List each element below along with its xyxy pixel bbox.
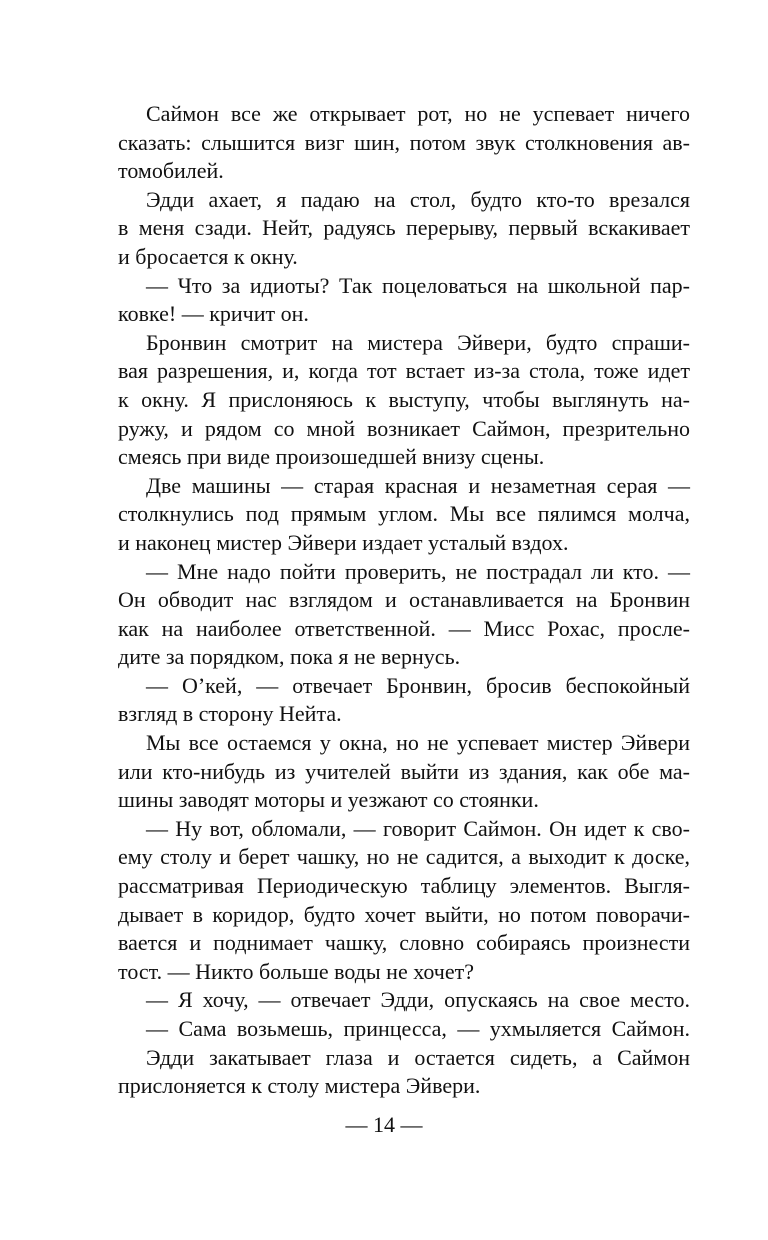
text-line: вается и поднимает чашку, словно собираясь произнести: [118, 930, 690, 956]
text-line: прислоняется к столу мистера Эйвери.: [118, 1073, 481, 1099]
text-line: в меня сзади. Нейт, радуясь перерыву, первый вскакивает: [118, 215, 690, 241]
text-line: ружу, и рядом со мной возникает Саймон, презрительно: [118, 415, 690, 441]
body-text: [118, 100, 690, 1101]
text-line: — Сама возьмешь, принцесса, — ухмыляется Саймон.: [146, 1016, 690, 1041]
text-line: Эдди закатывает глаза и остается сидеть, а Саймон: [146, 1044, 690, 1070]
text-line: ковке! — кричит он.: [118, 301, 309, 327]
text-line: столкнулись под прямым углом. Мы все пялимся молча,: [118, 501, 690, 527]
text-line: Две машины — старая красная и незаметная серая —: [146, 472, 690, 498]
text-line: дывает в коридор, будто хочет выйти, но потом поворачи-: [118, 901, 690, 927]
text-line: взгляд в сторону Нейта.: [118, 701, 342, 727]
text-line: — Ну вот, обломали, — говорит Саймон. Он идет к сво-: [146, 815, 690, 841]
text-line: Бронвин смотрит на мистера Эйвери, будто спраши-: [146, 329, 690, 355]
text-line: — О’кей, — отвечает Бронвин, бросив беспокойный: [146, 672, 690, 698]
text-line: Он обводит нас взглядом и останавливается на Бронвин: [118, 587, 690, 613]
text-line: ему столу и берет чашку, но не садится, а выходит к доске,: [118, 844, 690, 870]
text-line: и бросается к окну.: [118, 243, 298, 269]
text-line: Эдди ахает, я падаю на стол, будто кто-то врезался: [146, 186, 690, 212]
text-line: — Мне надо пойти проверить, не пострадал ли кто. —: [146, 558, 690, 584]
text-line: шины заводят моторы и уезжают со стоянки.: [118, 787, 539, 813]
text-line: — Что за идиоты? Так поцеловаться на школьной пар-: [146, 272, 690, 298]
text-line: смеясь при виде произошедшей внизу сцены.: [118, 444, 545, 470]
text-line: томобилей.: [118, 158, 224, 184]
text-line: сказать: слышится визг шин, потом звук столкновения ав-: [118, 129, 690, 155]
text-line: или кто-нибудь из учителей выйти из здания, как обе ма-: [118, 758, 690, 784]
text-line: вая разрешения, и, когда тот встает из-за стола, тоже идет: [118, 358, 690, 384]
text-line: Саймон все же открывает рот, но не успевает ничего: [146, 101, 690, 126]
text-line: Мы все остаемся у окна, но не успевает мистер Эйвери: [146, 730, 690, 756]
text-line: дите за порядком, пока я не вернусь.: [118, 644, 461, 670]
text-line: — Я хочу, — отвечает Эдди, опускаясь на свое место.: [146, 987, 690, 1013]
text-line: и наконец мистер Эйвери издает усталый вздох.: [118, 529, 569, 555]
text-line: как на наиболее ответственной. — Мисс Рохас, просле-: [118, 615, 690, 641]
text-line: рассматривая Периодическую таблицу элементов. Выгля-: [118, 873, 690, 899]
page-number: — 14 —: [345, 1112, 423, 1137]
text-line: тост. — Никто больше воды не хочет?: [118, 958, 475, 984]
text-line: к окну. Я прислоняюсь к выступу, чтобы выглянуть на-: [118, 386, 690, 412]
